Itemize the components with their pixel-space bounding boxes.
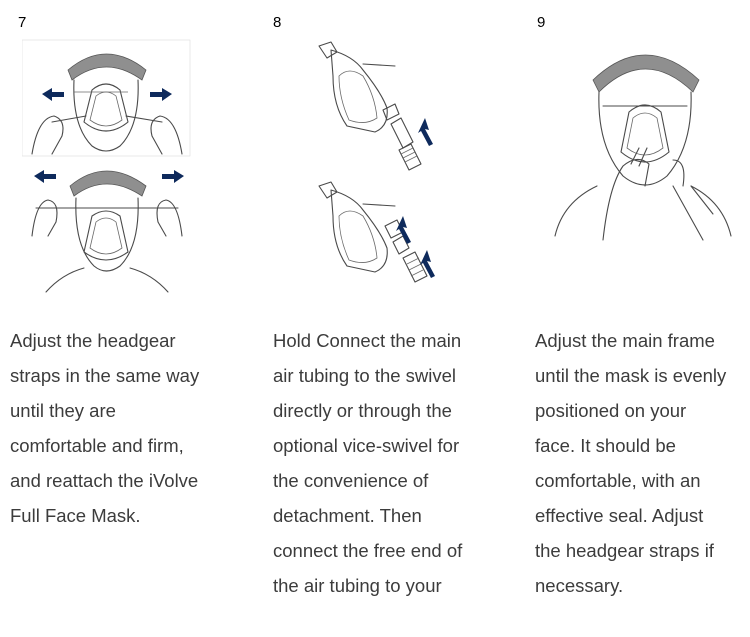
description-line: effective seal. Adjust: [535, 505, 704, 526]
description-line: the headgear straps if: [535, 540, 714, 561]
description-line: until they are: [10, 400, 116, 421]
arrow-up-icon: [396, 216, 411, 244]
description-line: face. It should be: [535, 435, 676, 456]
description-line: straps in the same way: [10, 365, 200, 386]
arrow-up-icon: [420, 250, 435, 278]
description-line: air tubing to the swivel: [273, 365, 457, 386]
description-line: necessary.: [535, 575, 624, 596]
step-number: 9: [537, 14, 546, 31]
description-line: until the mask is evenly: [535, 365, 727, 386]
description-line: the air tubing to your: [273, 575, 442, 596]
step-description: [535, 323, 750, 603]
step-number: 8: [273, 14, 282, 31]
step-description: [273, 323, 503, 603]
description-line: Adjust the headgear: [10, 330, 176, 351]
description-line: Adjust the main frame: [535, 330, 715, 351]
description-line: connect the free end of: [273, 540, 463, 561]
description-line: optional vice-swivel for: [273, 435, 460, 456]
step-9: [535, 0, 750, 637]
adjust-headgear-illustration: [22, 36, 202, 294]
description-line: directly or through the: [273, 400, 452, 421]
step-7: [10, 0, 240, 637]
description-line: Full Face Mask.: [10, 505, 141, 526]
description-line: Hold Connect the main: [273, 330, 462, 351]
description-line: and reattach the iVolve: [10, 470, 199, 491]
description-line: positioned on your: [535, 400, 687, 421]
arrow-up-icon: [418, 118, 433, 146]
step-number: 7: [18, 14, 27, 31]
description-line: comfortable, with an: [535, 470, 701, 491]
description-line: detachment. Then: [273, 505, 422, 526]
arrow-right-icon: [162, 170, 184, 183]
description-line: the convenience of: [273, 470, 429, 491]
arrow-left-icon: [34, 170, 56, 183]
connect-tubing-illustration: [303, 36, 473, 298]
step-8: [273, 0, 503, 637]
adjust-frame-illustration: [553, 36, 733, 246]
description-line: comfortable and firm,: [10, 435, 184, 456]
step-description: [10, 323, 240, 533]
